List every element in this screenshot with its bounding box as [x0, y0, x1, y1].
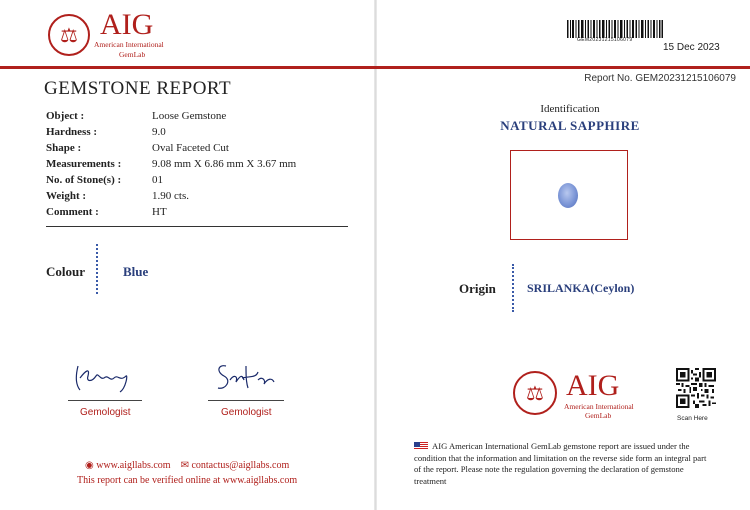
details-table — [46, 108, 296, 220]
barcode — [567, 20, 663, 38]
aig-logo-emblem — [48, 14, 90, 56]
aig-logo-subtitle-1: American International — [94, 40, 164, 49]
detail-value: Loose Gemstone — [152, 110, 227, 122]
aig-logo-subtitle-1-right: American International — [564, 402, 634, 411]
detail-key: Object : — [46, 110, 85, 122]
signature-line-2 — [208, 400, 284, 401]
aig-logo-subtitle-2-right: GemLab — [585, 411, 612, 420]
detail-value: 9.08 mm X 6.86 mm X 3.67 mm — [152, 158, 297, 170]
origin-label: Origin — [459, 281, 496, 296]
scales-icon: ⚖ — [60, 24, 78, 47]
verify-text: This report can be verified online at www.aigllabs.com — [77, 475, 298, 486]
page-fold — [374, 0, 377, 510]
colour-dotted-separator — [96, 244, 98, 294]
detail-key: Shape : — [46, 142, 82, 154]
identification-label: Identification — [540, 103, 600, 115]
detail-value: Oval Faceted Cut — [152, 142, 229, 154]
detail-row — [46, 204, 296, 220]
details-divider — [46, 226, 348, 227]
detail-row — [46, 156, 296, 172]
report-number: Report No. GEM20231215106079 — [584, 73, 736, 84]
detail-row — [46, 124, 296, 140]
signature-1 — [70, 360, 140, 396]
detail-key: Comment : — [46, 206, 99, 218]
email-link[interactable]: contactus@aigllabs.com — [191, 460, 290, 471]
aig-logo-emblem-right — [513, 371, 557, 415]
aig-logo-text-right: AIG — [566, 369, 620, 402]
colour-value: Blue — [123, 264, 149, 279]
origin-dotted-separator — [512, 264, 514, 312]
detail-key: Measurements : — [46, 158, 122, 170]
colour-label: Colour — [46, 264, 85, 279]
detail-value: 1.90 cts. — [152, 190, 189, 202]
header-rule — [0, 66, 750, 69]
detail-key: Weight : — [46, 190, 87, 202]
mail-icon: ✉ — [180, 460, 189, 471]
aig-logo-text: AIG — [100, 8, 154, 41]
contact-line — [85, 460, 289, 471]
detail-value: 9.0 — [152, 126, 166, 138]
aig-logo-subtitle-2: GemLab — [119, 50, 146, 59]
qr-code[interactable] — [676, 368, 716, 408]
detail-key: No. of Stone(s) : — [46, 174, 122, 186]
scales-icon: ⚖ — [526, 382, 544, 405]
gemstone-image — [558, 183, 578, 208]
barcode-number: GEM20231215106079 — [577, 37, 633, 43]
detail-value: 01 — [152, 174, 163, 186]
gemologist-label-1: Gemologist — [80, 407, 131, 418]
website-link[interactable]: www.aigllabs.com — [96, 460, 171, 471]
us-flag-icon — [414, 442, 428, 450]
disclaimer-text: AIG American International GemLab gemstone report are issued under the condition that the information and limitation on the reverse side form an integral part of the report. Please note the regulation governing the declaration of gemstone treatment — [414, 441, 707, 486]
identification-value: NATURAL SAPPHIRE — [500, 118, 640, 133]
detail-row — [46, 140, 296, 156]
gemologist-label-2: Gemologist — [221, 407, 272, 418]
globe-icon: ◉ — [85, 460, 94, 471]
signature-line-1 — [68, 400, 142, 401]
detail-row — [46, 172, 296, 188]
detail-row — [46, 188, 296, 204]
page-title: GEMSTONE REPORT — [44, 78, 232, 99]
detail-value: HT — [152, 206, 167, 218]
signature-2 — [212, 358, 282, 398]
report-date: 15 Dec 2023 — [663, 42, 720, 53]
detail-row — [46, 108, 296, 124]
disclaimer — [414, 441, 714, 487]
origin-value: SRILANKA(Ceylon) — [527, 281, 635, 295]
detail-key: Hardness : — [46, 126, 98, 138]
scan-here-label: Scan Here — [677, 415, 708, 422]
